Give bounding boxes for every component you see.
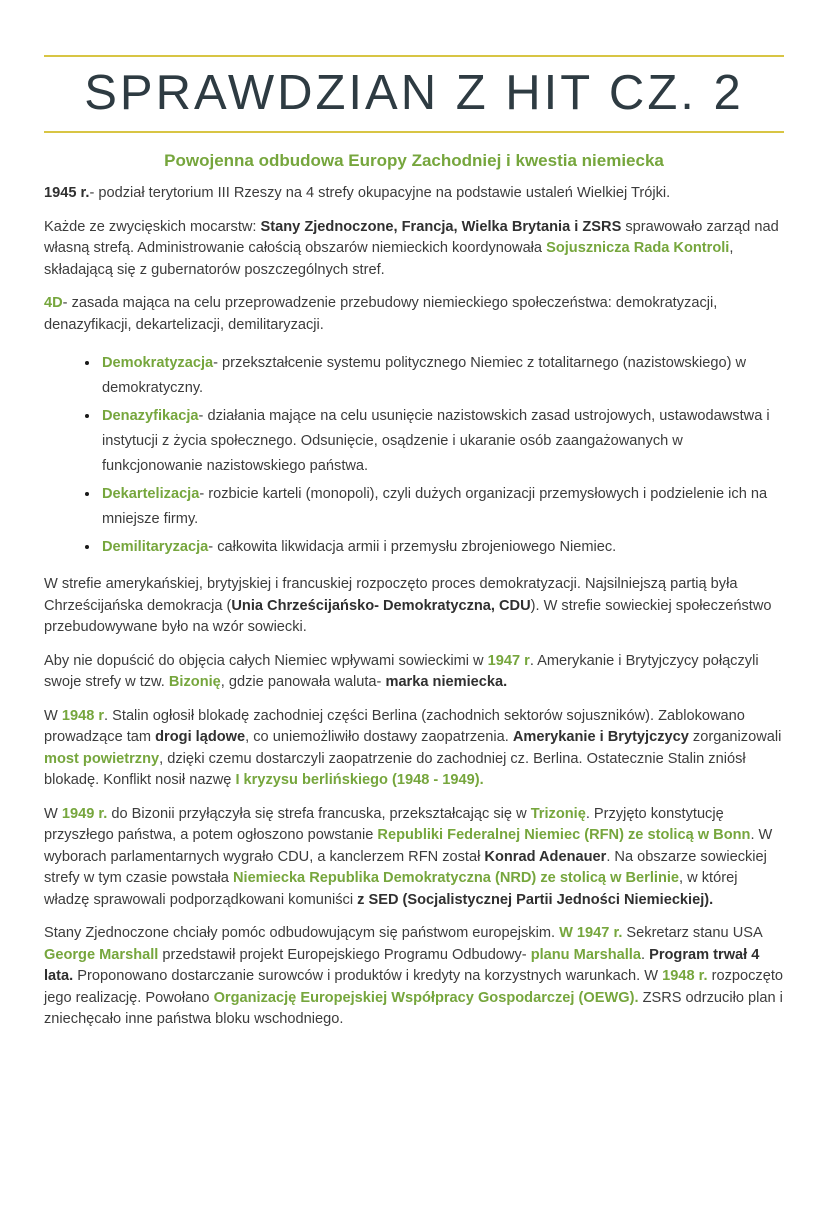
text-run: rozpoczęto jego realizację. Powołano — [44, 968, 783, 1006]
paragraph — [44, 293, 784, 336]
text-run: - działania mające na celu usunięcie nazistowskich zasad ustrojowych, ustawodawstwa i instytucji z życia społecznego. Odsunięcie, osądzenie i ukaranie osób zaangażowanych w funkcjonowanie nazistowskiego państwa. — [102, 408, 770, 474]
bold-term: Unia Chrześcijańsko- Demokratyczna, CDU — [231, 597, 531, 614]
highlight-term: 1948 r — [61, 707, 105, 724]
text-run: W strefie amerykańskiej, brytyjskiej i francuskiej rozpoczęto proces demokratyzacji. Najsilniejszą partią była Chrześcijańska demokracja ( — [44, 576, 738, 614]
text-run: , gdzie panowała waluta- — [220, 674, 386, 690]
text-run: W — [44, 707, 62, 724]
highlight-term: Dekartelizacja — [102, 486, 200, 502]
highlight-term: 4D — [44, 295, 63, 311]
text-run: - całkowita likwidacja armii i przemysłu zbrojeniowego Niemiec. — [208, 539, 617, 555]
text-run: - rozbicie karteli (monopoli), czyli dużych organizacji przemysłowych i podzielenie ich na mniejsze firmy. — [102, 486, 768, 527]
title-divider-line — [44, 131, 784, 133]
text-run: . Na obszarze sowieckiej strefy w tym czasie powstała — [44, 848, 767, 886]
list-item — [100, 481, 784, 532]
paragraph — [44, 651, 784, 694]
text-run: - podział terytorium III Rzeszy na 4 strefy okupacyjne na podstawie ustaleń Wielkiej Trójki. — [89, 185, 671, 201]
highlight-term: most powietrzny — [44, 750, 160, 767]
highlight-term: Bizonię — [168, 674, 221, 690]
bold-term: Program trwał 4 lata. — [44, 946, 760, 984]
text-run: . W wyborach parlamentarnych wygrało CDU, a kanclerzem RFN został — [44, 827, 773, 865]
text-run: . Przyjęto konstytucję przyszłego państwa, a potem ogłoszono powstanie — [44, 805, 724, 843]
highlight-term: Demokratyzacja — [102, 355, 214, 371]
highlight-term: 1947 r — [487, 652, 530, 669]
text-run: Aby nie dopuścić do objęcia całych Niemiec wpływami sowieckimi w — [44, 652, 488, 669]
text-run: Sekretarz stanu USA — [622, 925, 762, 941]
text-run: Każde ze zwycięskich mocarstw: — [44, 218, 261, 235]
text-run: , dzięki czemu dostarczyli zaopatrzenie do zachodniej cz. Berlina. Ostatecznie Stalin zniósł blokadę. Konflikt nosił nazwę — [44, 750, 746, 788]
text-run: . Amerykanie i Brytyjczycy połączyli swoje strefy w tzw. — [44, 652, 759, 690]
bold-term: Konrad Adenauer — [484, 848, 607, 865]
text-run: - zasada mająca na celu przeprowadzenie przebudowy niemieckiego społeczeństwa: demokratyzacji, denazyfikacji, dekartelizacji, demilitaryzacji. — [44, 295, 718, 333]
list-item — [100, 350, 784, 401]
text-run: , co uniemożliwiło dostawy zaopatrzenia. — [245, 729, 513, 745]
highlight-term: W 1947 r. — [559, 925, 623, 941]
paragraph — [44, 923, 784, 1031]
section-heading: Powojenna odbudowa Europy Zachodniej i kwestia niemiecka — [164, 151, 664, 170]
list-item — [100, 403, 784, 479]
highlight-term: Trizonię — [530, 805, 586, 822]
paragraph — [44, 706, 784, 792]
bold-term: z SED (Socjalistycznej Partii Jedności Niemieckiej). — [357, 891, 714, 908]
paragraph — [44, 804, 784, 912]
text-run: W — [44, 805, 62, 822]
bold-term: Amerykanie i Brytyjczycy — [512, 729, 689, 745]
highlight-term: Republiki Federalnej Niemiec (RFN) ze stolicą w Bonn — [377, 827, 751, 843]
highlight-term: Demilitaryzacja — [102, 539, 209, 555]
bold-term: 1945 r. — [44, 185, 90, 201]
paragraph — [44, 217, 784, 282]
document-body — [44, 183, 784, 1031]
highlight-term: Denazyfikacja — [102, 408, 199, 424]
text-run: , w której władzę sprawowali podporządkowani komuniści — [44, 870, 738, 908]
text-run: Stany Zjednoczone chciały pomóc odbudowującym się państwom europejskim. — [44, 925, 560, 941]
highlight-term: planu Marshalla — [530, 946, 641, 963]
text-run: do Bizonii przyłączyła się strefa francuska, przekształcając się w — [107, 805, 531, 822]
text-run: . Stalin ogłosił blokadę zachodniej części Berlina (zachodnich sektorów sojuszników). Zablokowano prowadzące tam — [44, 707, 745, 745]
text-run: zorganizowali — [688, 729, 782, 745]
highlight-term: 1949 r. — [61, 805, 108, 822]
text-run: przedstawił projekt Europejskiego Programu Odbudowy- — [158, 946, 531, 963]
highlight-term: George Marshall — [44, 946, 159, 963]
highlight-term: Sojusznicza Rada Kontroli — [546, 240, 730, 256]
page-title: SPRAWDZIAN Z HIT CZ. 2 — [84, 66, 744, 120]
text-run: ZSRS odrzuciło plan i zniechęcało inne państwa bloku wschodniego. — [44, 989, 783, 1027]
text-run: , składającą się z gubernatorów poszczególnych stref. — [44, 240, 734, 278]
bold-term: drogi lądowe — [155, 729, 246, 745]
highlight-term: 1948 r. — [662, 968, 708, 984]
bold-term: marka niemiecka. — [385, 674, 508, 690]
paragraph — [44, 183, 784, 205]
text-run: . — [640, 946, 650, 963]
highlight-term: Niemiecka Republika Demokratyczna (NRD) ze stolicą w Berlinie — [232, 870, 680, 886]
text-run: - przekształcenie systemu politycznego Niemiec z totalitarnego (nazistowskiego) w demokratyczny. — [102, 355, 747, 396]
bullet-list — [44, 350, 784, 560]
highlight-term: Organizację Europejskiej Współpracy Gospodarczej (OEWG). — [213, 989, 639, 1006]
highlight-term: I kryzysu berlińskiego (1948 - 1949). — [235, 772, 484, 788]
text-run: Proponowano dostarczanie surowców i produktów i kredyty na korzystnych warunkach. W — [73, 968, 663, 984]
document-page — [0, 55, 828, 1226]
bold-term: Stany Zjednoczone, Francja, Wielka Brytania i ZSRS — [260, 218, 622, 235]
paragraph — [44, 574, 784, 639]
text-run: ). W strefie sowieckiej społeczeństwo przebudowywane było na wzór sowiecki. — [44, 597, 772, 635]
text-run: sprawowało zarząd nad własną strefą. Administrowanie całością obszarów niemieckich koordynowała — [44, 218, 779, 256]
list-item — [100, 534, 784, 560]
